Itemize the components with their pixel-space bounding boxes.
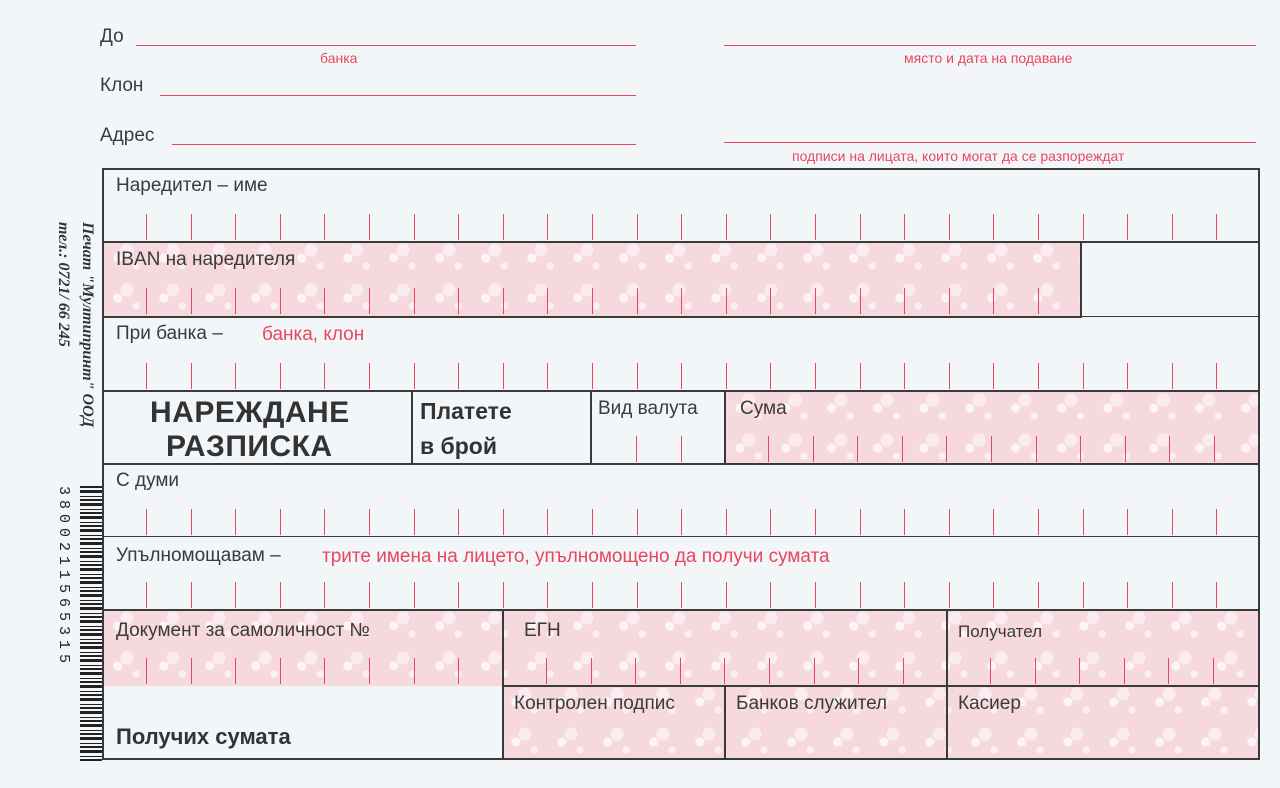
tick-mark <box>414 658 415 684</box>
tick-mark <box>949 288 950 314</box>
cashier-label: Касиер <box>958 693 1021 714</box>
title-line2: РАЗПИСКА <box>166 430 333 463</box>
tick-mark <box>235 214 236 240</box>
tick-mark <box>1169 436 1170 462</box>
tick-mark <box>592 363 593 389</box>
tick-mark <box>414 288 415 314</box>
tick-mark <box>1079 658 1080 684</box>
tick-mark <box>637 214 638 240</box>
tick-mark <box>324 363 325 389</box>
tick-mark <box>1083 582 1084 608</box>
tick-mark <box>458 214 459 240</box>
tick-mark <box>369 509 370 535</box>
tick-mark <box>858 658 859 684</box>
tick-mark <box>280 363 281 389</box>
tick-mark <box>1172 214 1173 240</box>
amount-label: Сума <box>740 398 787 419</box>
tick-mark <box>726 214 727 240</box>
tick-mark <box>280 658 281 684</box>
to-label: До <box>100 26 124 47</box>
tick-mark <box>726 509 727 535</box>
tick-mark <box>949 363 950 389</box>
tick-mark <box>681 582 682 608</box>
at-bank-label: При банка – <box>116 323 223 344</box>
row-divider <box>102 536 1260 537</box>
tick-mark <box>726 363 727 389</box>
pay-cash-line2: в брой <box>420 433 497 459</box>
tick-mark <box>860 288 861 314</box>
tick-mark <box>681 436 682 462</box>
tick-mark <box>769 658 770 684</box>
tick-mark <box>280 214 281 240</box>
tick-mark <box>503 214 504 240</box>
tick-mark <box>770 582 771 608</box>
col-divider <box>724 685 726 760</box>
tick-mark <box>191 288 192 314</box>
tick-mark <box>458 658 459 684</box>
tick-mark <box>949 214 950 240</box>
place-date-caption: място и дата на подаване <box>904 50 1073 66</box>
tick-mark <box>1172 363 1173 389</box>
authorize-hint: трите имена на лицето, упълномощено да получи сумата <box>322 546 830 567</box>
row-divider <box>502 685 1260 687</box>
tick-mark <box>860 363 861 389</box>
tick-mark <box>1216 582 1217 608</box>
tick-mark <box>146 658 147 684</box>
tick-mark <box>1127 509 1128 535</box>
tick-mark <box>637 288 638 314</box>
tick-mark <box>503 363 504 389</box>
barcode-digits: 3800211565315 <box>55 486 72 669</box>
tick-mark <box>1038 363 1039 389</box>
printer-line2: тел.: 0721/ 66 245 <box>55 222 72 347</box>
tick-mark <box>990 658 991 684</box>
tick-mark <box>1168 658 1169 684</box>
tick-mark <box>902 436 903 462</box>
orderer-name-label: Наредител – име <box>116 175 268 196</box>
tick-mark <box>946 436 947 462</box>
tick-mark <box>458 509 459 535</box>
tick-mark <box>815 363 816 389</box>
tick-mark <box>680 658 681 684</box>
tick-mark <box>146 214 147 240</box>
tick-mark <box>235 363 236 389</box>
tick-mark <box>949 582 950 608</box>
row-divider <box>1080 316 1260 317</box>
tick-mark <box>146 363 147 389</box>
tick-mark <box>813 436 814 462</box>
row-divider <box>102 241 1260 243</box>
title-line1: НАРЕЖДАНЕ <box>150 396 350 429</box>
tick-mark <box>991 436 992 462</box>
tick-mark <box>547 363 548 389</box>
tick-mark <box>681 214 682 240</box>
row-divider <box>102 609 1260 611</box>
signatures-caption: подписи на лицата, които могат да се разпореждат <box>792 148 1125 164</box>
tick-mark <box>324 214 325 240</box>
tick-mark <box>815 509 816 535</box>
tick-mark <box>768 436 769 462</box>
tick-mark <box>1083 363 1084 389</box>
tick-mark <box>815 582 816 608</box>
received-amount-label: Получих сумата <box>116 724 291 749</box>
tick-mark <box>726 582 727 608</box>
branch-line[interactable] <box>160 95 636 96</box>
branch-label: Клон <box>100 75 144 96</box>
bank-caption: банка <box>320 50 358 66</box>
tick-mark <box>815 214 816 240</box>
tick-mark <box>146 582 147 608</box>
iban-end-divider <box>1080 241 1082 318</box>
col-divider <box>724 390 726 465</box>
recipient-label: Получател <box>958 622 1043 641</box>
tick-mark <box>280 509 281 535</box>
place-date-line[interactable] <box>724 45 1256 46</box>
tick-mark <box>591 658 592 684</box>
tick-mark <box>1127 214 1128 240</box>
tick-mark <box>324 509 325 535</box>
tick-mark <box>369 288 370 314</box>
tick-mark <box>191 582 192 608</box>
tick-mark <box>1038 582 1039 608</box>
tick-mark <box>280 582 281 608</box>
tick-mark <box>1213 658 1214 684</box>
tick-mark <box>235 509 236 535</box>
tick-mark <box>904 363 905 389</box>
tick-mark <box>681 288 682 314</box>
tick-mark <box>547 582 548 608</box>
tick-mark <box>637 509 638 535</box>
tick-mark <box>324 288 325 314</box>
tick-mark <box>414 509 415 535</box>
tick-mark <box>1036 436 1037 462</box>
tick-mark <box>546 658 547 684</box>
tick-mark <box>592 509 593 535</box>
tick-mark <box>993 214 994 240</box>
tick-mark <box>1216 509 1217 535</box>
tick-mark <box>191 214 192 240</box>
tick-mark <box>146 509 147 535</box>
tick-mark <box>503 509 504 535</box>
tick-mark <box>1080 436 1081 462</box>
tick-mark <box>1127 582 1128 608</box>
tick-mark <box>146 288 147 314</box>
tick-mark <box>324 582 325 608</box>
tick-mark <box>635 658 636 684</box>
iban-label: IBAN на наредителя <box>116 249 296 270</box>
tick-mark <box>815 288 816 314</box>
tick-mark <box>860 582 861 608</box>
tick-mark <box>369 214 370 240</box>
tick-mark <box>904 214 905 240</box>
tick-mark <box>1038 214 1039 240</box>
authorize-label: Упълномощавам – <box>116 545 281 566</box>
tick-mark <box>414 214 415 240</box>
tick-mark <box>235 288 236 314</box>
col-divider <box>590 390 592 465</box>
row-divider <box>102 316 1082 318</box>
tick-mark <box>904 509 905 535</box>
tick-mark <box>904 582 905 608</box>
tick-mark <box>770 509 771 535</box>
barcode <box>80 486 102 761</box>
tick-mark <box>681 363 682 389</box>
tick-mark <box>235 658 236 684</box>
tick-mark <box>637 582 638 608</box>
tick-mark <box>191 363 192 389</box>
tick-mark <box>414 363 415 389</box>
tick-mark <box>458 288 459 314</box>
tick-mark <box>1216 363 1217 389</box>
address-label: Адрес <box>100 125 155 146</box>
tick-mark <box>369 363 370 389</box>
tick-mark <box>503 582 504 608</box>
tick-mark <box>1172 509 1173 535</box>
pay-cash-line1: Платете <box>420 398 512 424</box>
tick-mark <box>1038 509 1039 535</box>
tick-mark <box>770 363 771 389</box>
tick-mark <box>904 288 905 314</box>
tick-mark <box>993 363 994 389</box>
tick-mark <box>547 214 548 240</box>
tick-mark <box>1172 582 1173 608</box>
tick-mark <box>280 288 281 314</box>
tick-mark <box>681 509 682 535</box>
tick-mark <box>636 436 637 462</box>
id-document-label: Документ за самоличност № <box>116 620 370 641</box>
tick-mark <box>724 658 725 684</box>
tick-mark <box>547 509 548 535</box>
tick-mark <box>547 288 548 314</box>
tick-mark <box>949 509 950 535</box>
in-words-label: С думи <box>116 470 180 491</box>
tick-mark <box>1216 214 1217 240</box>
tick-mark <box>592 288 593 314</box>
currency-label: Вид валута <box>598 398 698 419</box>
tick-mark <box>770 214 771 240</box>
tick-mark <box>1127 363 1128 389</box>
tick-mark <box>993 509 994 535</box>
tick-mark <box>637 363 638 389</box>
tick-mark <box>770 288 771 314</box>
col-divider <box>502 609 504 760</box>
tick-mark <box>458 582 459 608</box>
tick-mark <box>814 658 815 684</box>
tick-mark <box>860 509 861 535</box>
egn-label: ЕГН <box>524 620 561 641</box>
tick-mark <box>993 582 994 608</box>
tick-mark <box>1038 288 1039 314</box>
tick-mark <box>503 288 504 314</box>
to-line[interactable] <box>136 45 636 46</box>
tick-mark <box>369 582 370 608</box>
control-signature-label: Контролен подпис <box>514 693 675 714</box>
tick-mark <box>191 509 192 535</box>
tick-mark <box>592 582 593 608</box>
tick-mark <box>860 214 861 240</box>
signatures-line[interactable] <box>724 142 1256 143</box>
tick-mark <box>1083 509 1084 535</box>
at-bank-hint: банка, клон <box>262 324 365 345</box>
tick-mark <box>1125 436 1126 462</box>
row-divider <box>102 390 1260 392</box>
tick-mark <box>726 288 727 314</box>
bank-officer-label: Банков служител <box>736 693 888 714</box>
tick-mark <box>369 658 370 684</box>
tick-mark <box>191 658 192 684</box>
tick-mark <box>592 214 593 240</box>
tick-mark <box>414 582 415 608</box>
tick-mark <box>1214 436 1215 462</box>
tick-mark <box>235 582 236 608</box>
tick-mark <box>324 658 325 684</box>
tick-mark <box>903 658 904 684</box>
col-divider <box>946 609 948 760</box>
tick-mark <box>458 363 459 389</box>
address-line[interactable] <box>172 144 636 145</box>
tick-mark <box>1124 658 1125 684</box>
tick-mark <box>857 436 858 462</box>
tick-mark <box>1083 214 1084 240</box>
col-divider <box>411 390 413 465</box>
tick-mark <box>993 288 994 314</box>
tick-mark <box>1035 658 1036 684</box>
printer-line1: Печат "Мултипринт" ООД <box>79 222 96 428</box>
